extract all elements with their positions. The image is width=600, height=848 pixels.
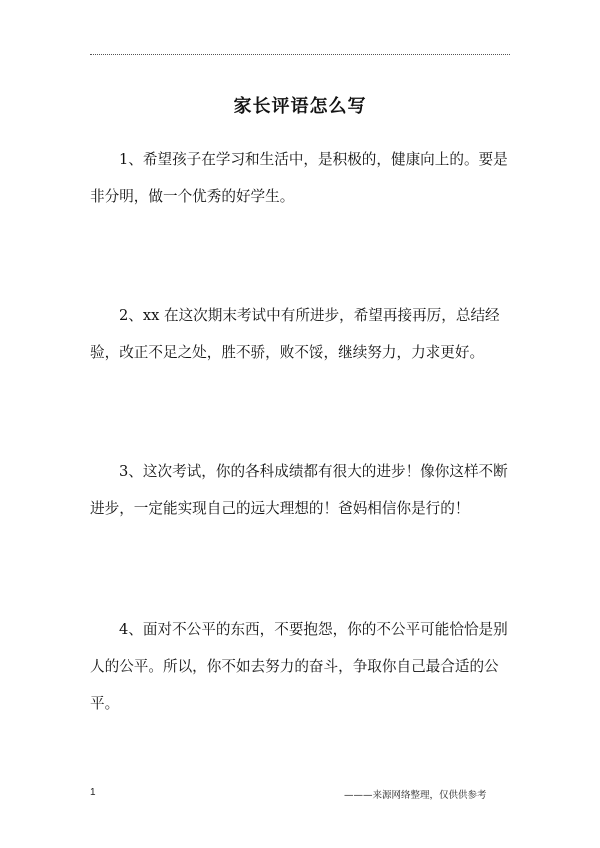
paragraph-2: 2、xx 在这次期末考试中有所进步，希望再接再厉，总结经验，改正不足之处，胜不骄，败不馁，继续努力，力求更好。 [90, 307, 500, 361]
page-number: 1 [90, 787, 96, 798]
page-title: 家长评语怎么写 [233, 96, 367, 117]
footer-source-note: ———来源网络整理，仅供供参考 [344, 790, 487, 801]
paragraph-4: 4、面对不公平的东西，不要抱怨，你的不公平可能恰恰是别人的公平。所以，你不如去努力的奋斗，争取你自己最合适的公平。 [90, 621, 508, 712]
paragraph-1: 1、希望孩子在学习和生活中，是积极的，健康向上的。要是非分明，做一个优秀的好学生。 [90, 151, 508, 205]
paragraph-3: 3、这次考试，你的各科成绩都有很大的进步！像你这样不断进步，一定能实现自己的远大理想的！爸妈相信你是行的！ [90, 463, 508, 517]
header-divider [90, 54, 510, 55]
